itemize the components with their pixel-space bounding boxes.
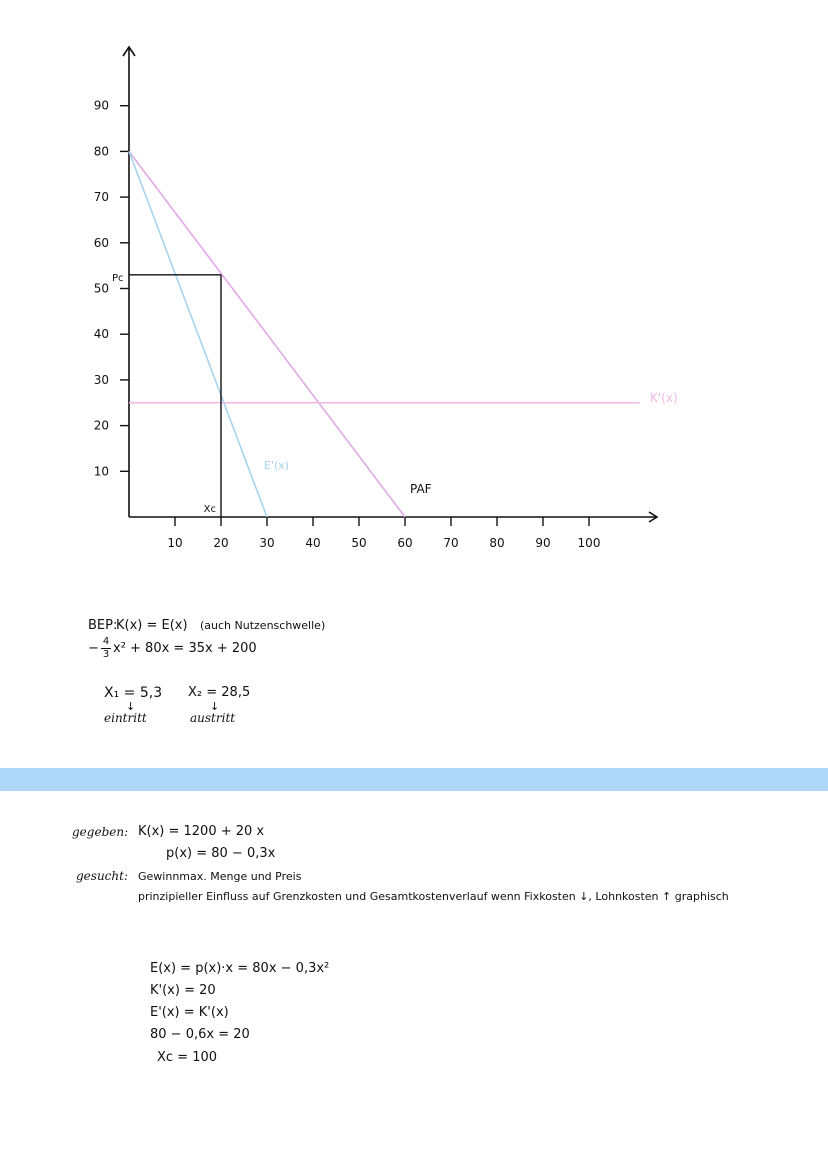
x-tick-label: 60 <box>397 536 413 550</box>
calc-result: Xc = 100 <box>157 1050 218 1065</box>
x-tick-label: 20 <box>213 536 229 550</box>
x-tick-label: 90 <box>535 536 551 550</box>
section-divider <box>0 768 828 791</box>
x2-arrow: ↓ <box>210 700 220 713</box>
quadratic-equation: x² + 80x = 35x + 200 <box>113 641 257 656</box>
xc-label: Xc <box>203 504 216 515</box>
x1-label-eintritt: eintritt <box>104 711 147 725</box>
chart-guides <box>129 275 221 517</box>
x-tick-label: 30 <box>259 536 275 550</box>
given-cost-function: K(x) = 1200 + 20 x <box>138 824 265 839</box>
calc-condition: E'(x) = K'(x) <box>150 1005 229 1020</box>
bep-note: (auch Nutzenschwelle) <box>200 619 326 632</box>
sought-item-2: prinzipieller Einfluss auf Grenzkosten und Gesamtkostenverlauf wenn Fixkosten ↓, Lohnkosten ↑ graphisch <box>138 890 729 903</box>
y-tick-label: 10 <box>93 464 109 479</box>
kx-label: K'(x) <box>650 391 678 405</box>
paf-label: PAF <box>410 482 432 496</box>
pc-label: Pc <box>112 272 124 284</box>
ex-label: E'(x) <box>264 459 290 472</box>
quadratic-minus: − <box>88 641 99 656</box>
chart-ticks <box>94 99 601 550</box>
x-tick-label: 100 <box>577 536 601 550</box>
calc-solve: 80 − 0,6x = 20 <box>150 1027 250 1042</box>
y-tick-label: 70 <box>93 190 109 205</box>
chart-labels <box>112 273 678 515</box>
x2-value: X₂ = 28,5 <box>188 685 251 700</box>
fraction-numerator: 4 <box>102 636 110 647</box>
x-tick-label: 40 <box>305 536 321 550</box>
bep-equation: K(x) = E(x) <box>116 618 188 633</box>
calc-revenue: E(x) = p(x)·x = 80x − 0,3x² <box>150 961 330 976</box>
given-label: gegeben: <box>72 825 129 839</box>
x-tick-label: 50 <box>351 536 367 550</box>
calc-marginal-cost: K'(x) = 20 <box>150 983 216 998</box>
fraction-denominator: 3 <box>102 649 110 660</box>
series-line <box>129 151 267 517</box>
x1-value: X₁ = 5,3 <box>104 685 163 701</box>
y-tick-label: 80 <box>93 144 109 159</box>
y-tick-label: 20 <box>93 418 109 433</box>
quadratic-fraction <box>101 637 111 660</box>
y-tick-label: 60 <box>93 235 109 250</box>
bep-prefix: BEP: <box>88 618 118 633</box>
x-tick-label: 70 <box>443 536 459 550</box>
chart-axes <box>123 47 657 522</box>
sought-label: gesucht: <box>76 869 128 883</box>
sought-item-1: Gewinnmax. Menge und Preis <box>138 870 302 883</box>
price-cost-chart <box>0 0 828 560</box>
x1-arrow: ↓ <box>126 700 136 713</box>
x-tick-label: 10 <box>167 536 183 550</box>
y-tick-label: 30 <box>93 372 109 387</box>
y-tick-label: 40 <box>93 327 109 342</box>
x-tick-label: 80 <box>489 536 505 550</box>
given-price-function: p(x) = 80 − 0,3x <box>166 846 276 861</box>
chart-series <box>129 151 640 517</box>
y-tick-label: 90 <box>93 98 109 113</box>
y-tick-label: 50 <box>93 281 109 296</box>
x2-label-austritt: austritt <box>190 711 236 725</box>
